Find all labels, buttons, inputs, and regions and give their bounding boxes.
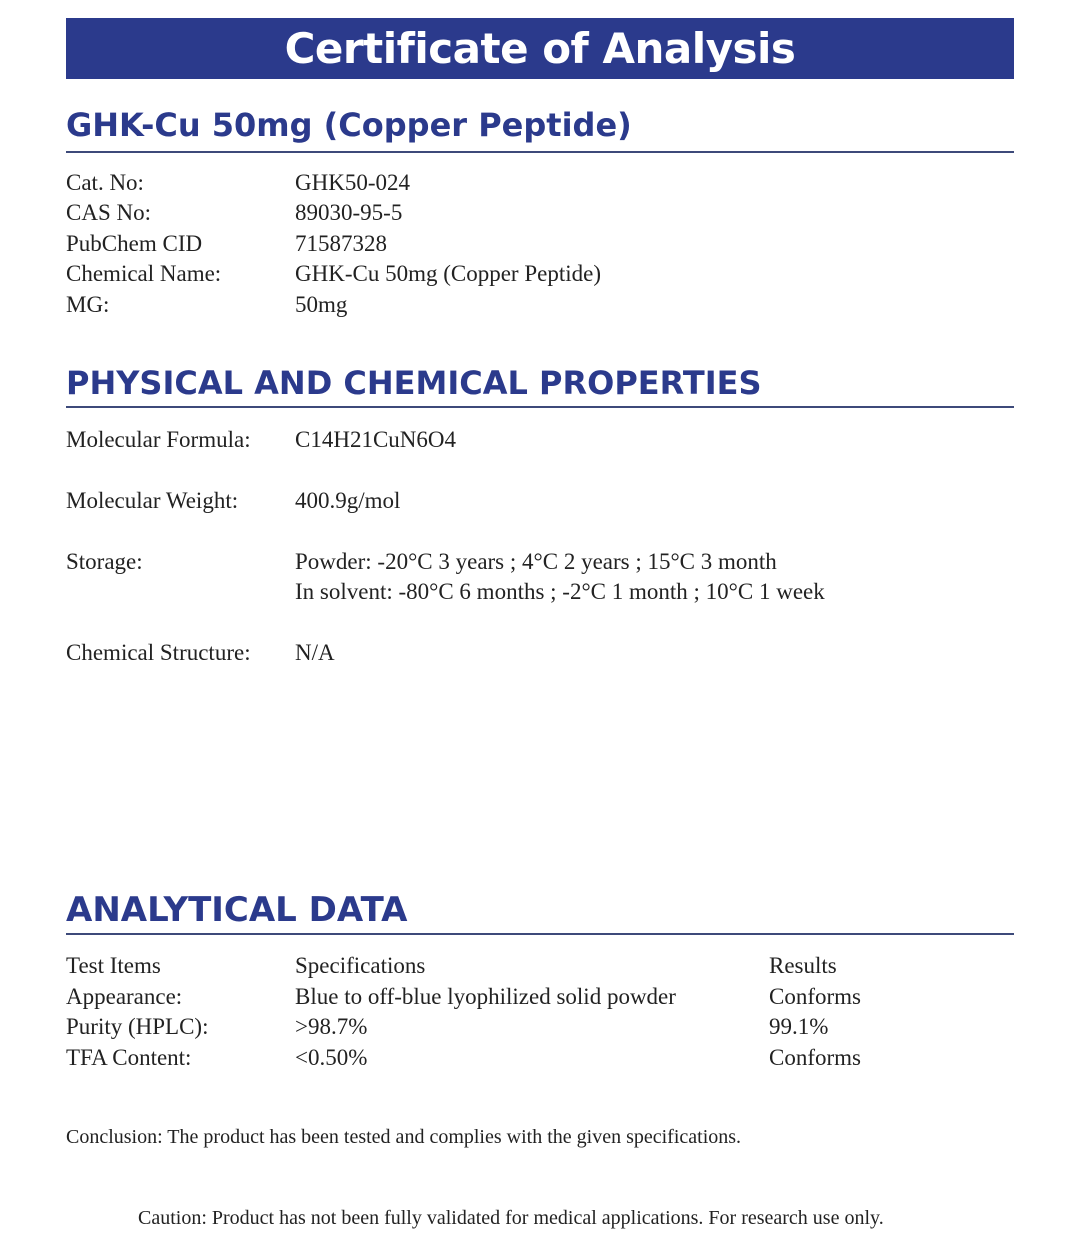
analytical-divider <box>66 933 1014 935</box>
storage-line-solvent: In solvent: -80°C 6 months ; -2°C 1 month ; 10°C 1 week <box>295 579 825 604</box>
caution-text: Caution: Product has not been fully validated for medical applications. For research use only. <box>138 1207 884 1229</box>
analytical-heading: ANALYTICAL DATA <box>66 890 408 930</box>
field-label: CAS No: <box>66 200 151 225</box>
field-row-chemical-name <box>0 261 1080 291</box>
field-label: Cat. No: <box>66 170 144 195</box>
property-row-weight <box>0 488 1080 518</box>
field-value: 89030-95-5 <box>295 200 403 225</box>
property-value: C14H21CuN6O4 <box>295 427 457 452</box>
field-label: MG: <box>66 292 110 317</box>
storage-line-powder: Powder: -20°C 3 years ; 4°C 2 years ; 15°C 3 month <box>295 549 777 574</box>
column-header-specifications: Specifications <box>295 953 426 978</box>
property-label: Storage: <box>66 549 143 574</box>
result-cell: 99.1% <box>769 1014 829 1039</box>
page-title: Certificate of Analysis <box>284 24 796 73</box>
product-divider <box>66 151 1014 153</box>
property-row-storage <box>0 549 1080 579</box>
test-item-cell: TFA Content: <box>66 1045 192 1070</box>
title-banner <box>66 18 1014 79</box>
property-row-storage-solvent <box>0 579 1080 609</box>
test-item-cell: Appearance: <box>66 984 183 1009</box>
field-row-cas-no <box>0 200 1080 230</box>
properties-divider <box>66 406 1014 408</box>
result-cell: Conforms <box>769 1045 861 1070</box>
field-row-cat-no <box>0 170 1080 200</box>
property-label: Molecular Formula: <box>66 427 251 452</box>
table-header <box>0 953 1080 983</box>
property-row-formula <box>0 427 1080 457</box>
column-header-results: Results <box>769 953 837 978</box>
property-value: 400.9g/mol <box>295 488 401 513</box>
property-label: Molecular Weight: <box>66 488 239 513</box>
table-row <box>0 1014 1080 1044</box>
product-heading: GHK-Cu 50mg (Copper Peptide) <box>66 106 632 144</box>
properties-heading: PHYSICAL AND CHEMICAL PROPERTIES <box>66 364 762 402</box>
column-header-test-items: Test Items <box>66 953 161 978</box>
specification-cell: <0.50% <box>295 1045 368 1070</box>
property-row-structure <box>0 640 1080 670</box>
property-value: N/A <box>295 640 335 665</box>
field-label: Chemical Name: <box>66 261 222 286</box>
field-value: 71587328 <box>295 231 387 256</box>
result-cell: Conforms <box>769 984 861 1009</box>
field-label: PubChem CID <box>66 231 203 256</box>
table-row <box>0 1045 1080 1075</box>
property-label: Chemical Structure: <box>66 640 251 665</box>
field-row-pubchem-cid <box>0 231 1080 261</box>
field-value: 50mg <box>295 292 348 317</box>
test-item-cell: Purity (HPLC): <box>66 1014 209 1039</box>
field-value: GHK50-024 <box>295 170 410 195</box>
field-row-mg <box>0 292 1080 322</box>
table-row <box>0 984 1080 1014</box>
specification-cell: >98.7% <box>295 1014 368 1039</box>
conclusion-text: Conclusion: The product has been tested and complies with the given specifications. <box>66 1126 742 1148</box>
field-value: GHK-Cu 50mg (Copper Peptide) <box>295 261 601 286</box>
specification-cell: Blue to off-blue lyophilized solid powder <box>295 984 676 1009</box>
